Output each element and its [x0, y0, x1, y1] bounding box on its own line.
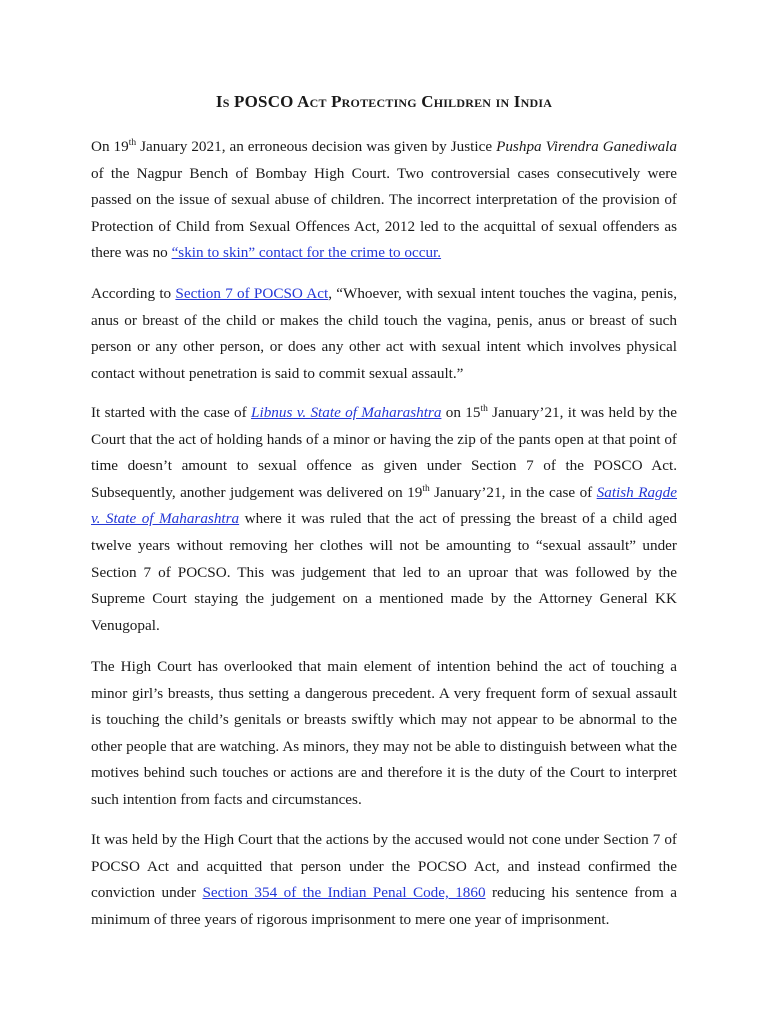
article-title: Is POSCO Act Protecting Children in India — [215, 92, 553, 111]
libnus-case-link[interactable]: Libnus v. State of Maharashtra — [251, 404, 442, 421]
section-354-ipc-link[interactable]: Section 354 of the Indian Penal Code, 1860 — [202, 884, 486, 902]
paragraph-section-7: According to Section 7 of POCSO Act, “Whoever, with sexual intent touches the vagina, penis, anus or breast of the child or makes the child touch the vagina, penis, anus or breast of such person or any other person, or does any other act with sexual intent which involves physical contact without penetration is said to commit sexual assault.” — [91, 285, 677, 382]
paragraph-high-court-overlook: The High Court has overlooked that main element of intention behind the act of touching a minor girl’s breasts, thus setting a dangerous precedent. A very frequent form of sexual assault is touching the child’s genitals or breasts swiftly which may not appear to be abnormal to the other people that are watching. As minors, they may not be able to distinguish between what the motives behind such touches or actions are and therefore it is the duty of the Court to interpret such intention from facts and circumstances. — [91, 658, 677, 808]
paragraph-cases: It started with the case of Libnus v. State of Maharashtra on 15th January’21, it was held by the Court that the act of holding hands of a minor or having the zip of the pants open at that point of time doesn’t amount to sexual offence as given under Section 7 of the POSCO Act. Subsequently, another judgement was delivered on 19th January’21, in the case of Satish Ragde v. State of Maharashtra where it was ruled that the act of pressing the breast of a child aged twelve years without removing her clothes will not be amounting to “sexual assault” under Section 7 of POCSO. This was judgement that led to an uproar that was followed by the Supreme Court staying the judgement on a mentioned made by the Attorney General KK Venugopal. — [91, 403, 677, 634]
paragraph-intro: On 19th January 2021, an erroneous decision was given by Justice Pushpa Virendra Ganediwala of the Nagpur Bench of Bombay High Court. Two controversial cases consecutively were passed on the issue of sexual abuse of children. The incorrect interpretation of the provision of Protection of Child from Sexual Offences Act, 2012 led to the acquittal of sexual offenders as there was no “skin to skin” contact for the crime to occur. — [91, 137, 677, 262]
paragraph-conviction: It was held by the High Court that the actions by the accused would not cone under Section 7 of POCSO Act and acquitted that person under the POCSO Act, and instead confirmed the conviction under Section 354 of the Indian Penal Code, 1860 reducing his sentence from a minimum of three years of rigorous imprisonment to mere one year of imprisonment. — [91, 831, 677, 928]
skin-to-skin-link[interactable]: “skin to skin” contact for the crime to occur. — [171, 244, 442, 262]
section-7-pocso-link[interactable]: Section 7 of POCSO Act — [175, 285, 329, 302]
satish-ragde-case-link[interactable]: Satish Ragde v. State of Maharashtra — [91, 483, 677, 528]
judge-name: Pushpa Virendra Ganediwala — [496, 138, 677, 155]
